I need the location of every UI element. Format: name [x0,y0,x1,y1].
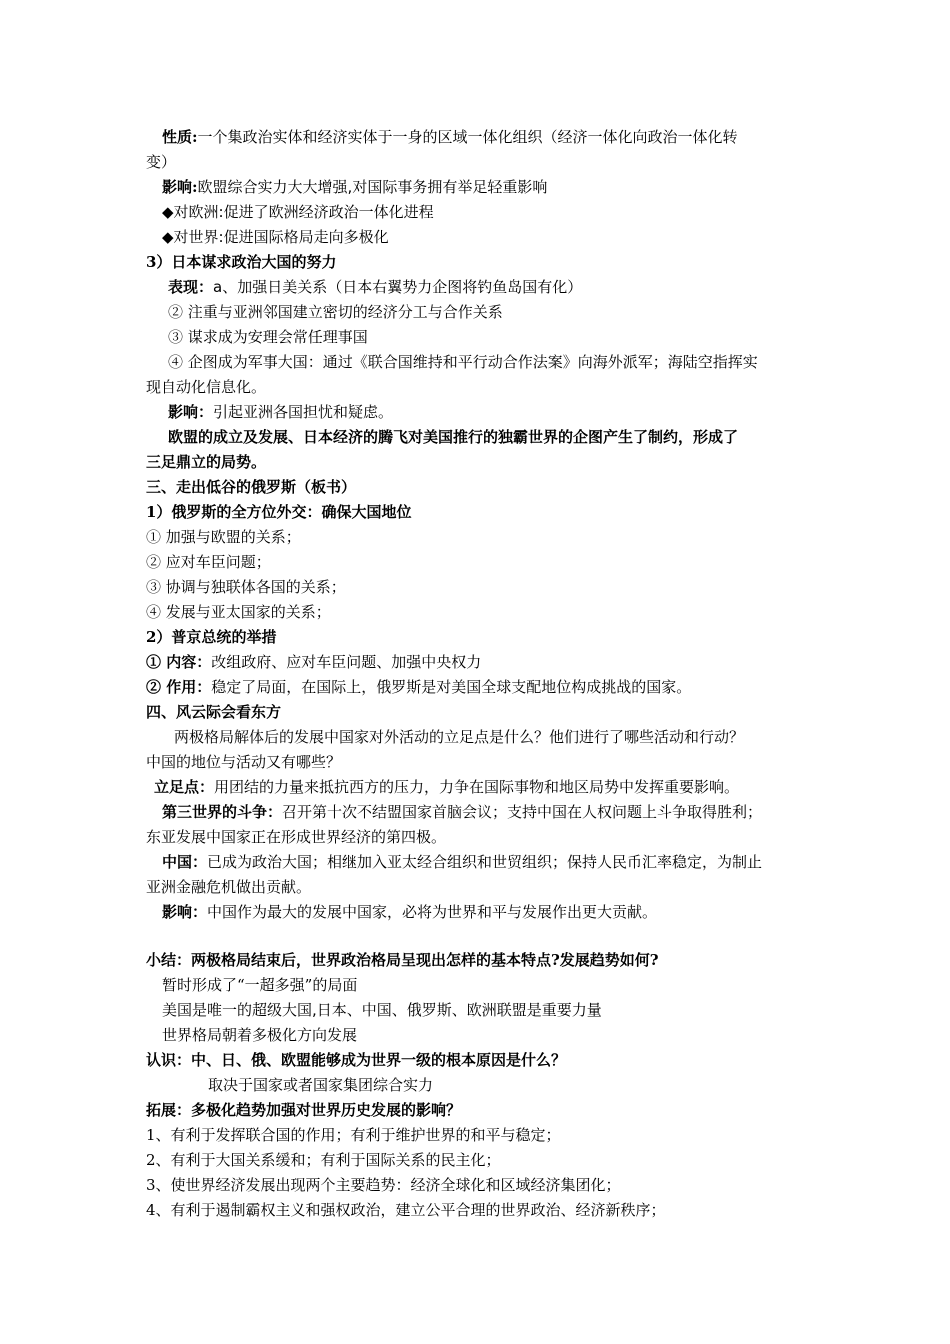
japan-performance-line [146,277,848,297]
tripartite-summary-cont: 三足鼎立的局势。 [146,453,267,471]
extension-question: 拓展：多极化趋势加强对世界历史发展的影响？ [146,1101,462,1119]
summary-answer-2: 美国是唯一的超级大国,日本、中国、俄罗斯、欧洲联盟是重要力量 [162,1001,602,1019]
foothold-label: 立足点： [154,778,215,796]
insight-question: 认识：中、日、俄、欧盟能够成为世界一级的根本原因是什么？ [146,1051,567,1069]
china-impact-label: 影响： [162,903,208,921]
insight-answer: 取决于国家或者国家集团综合实力 [208,1076,434,1094]
japan-impact-label: 影响： [168,403,214,421]
japan-heading: 3）日本谋求政治大国的努力 [146,253,337,271]
foothold-text: 用团结的力量来抵抗西方的压力，力争在国际事物和地区局势中发挥重要影响。 [214,778,740,796]
third-world-line [146,802,842,822]
russia-point-3: ③ 协调与独联体各国的关系； [146,578,346,596]
russia-diplomacy-heading: 1）俄罗斯的全方位外交：确保大国地位 [146,503,412,521]
summary-answer-1: 暂时形成了“一超多强”的局面 [162,976,358,994]
putin-effect-text: 稳定了局面，在国际上，俄罗斯是对美国全球支配地位构成挑战的国家。 [211,678,692,696]
putin-content-text: 改组政府、应对车臣问题、加强中央权力 [211,653,482,671]
eu-impact-label: 影响: [162,178,198,196]
putin-content-line [146,652,826,672]
russia-section-heading: 三、走出低谷的俄罗斯（板书） [146,478,357,496]
eu-impact-text: 欧盟综合实力大大增强,对国际事务拥有举足轻重影响 [197,178,548,196]
tripartite-summary: 欧盟的成立及发展、日本经济的腾飞对美国推行的独霸世界的企图产生了制约，形成了 [168,428,739,446]
eu-nature-text: 一个集政治实体和经济实体于一身的区域一体化组织（经济一体化向政治一体化转 [197,128,738,146]
japan-impact-text: 引起亚洲各国担忧和疑虑。 [213,403,394,421]
third-world-text: 召开第十次不结盟国家首脑会议；支持中国在人权问题上斗争取得胜利； [282,803,763,821]
eu-nature-label: 性质: [162,128,198,146]
russia-point-2: ② 应对车臣问题； [146,553,271,571]
china-line-cont: 亚洲金融危机做出贡献。 [146,878,312,896]
japan-performance-text: a、加强日美关系（日本右翼势力企图将钓鱼岛国有化） [213,278,583,296]
japan-point-4-cont: 现自动化信息化。 [146,378,267,396]
japan-point-3: ③ 谋求成为安理会常任理事国 [168,328,368,346]
putin-effect-label: ② 作用： [146,678,212,696]
china-impact-line [146,902,842,922]
china-label: 中国： [162,853,208,871]
summary-question: 小结：两极格局结束后，世界政治格局呈现出怎样的基本特点?发展趋势如何? [146,951,659,969]
summary-answer-3: 世界格局朝着多极化方向发展 [162,1026,358,1044]
china-line [146,852,842,872]
eu-nature-line [146,127,842,147]
extension-point-4: 4、有利于遏制霸权主义和强权政治，建立公平合理的世界政治、经济新秩序； [146,1201,666,1219]
third-world-line-cont: 东亚发展中国家正在形成世界经济的第四极。 [146,828,447,846]
russia-point-4: ④ 发展与亚太国家的关系； [146,603,331,621]
eu-impact-world: ◆对世界:促进国际格局走向多极化 [162,228,389,246]
russia-point-1: ① 加强与欧盟的关系； [146,528,301,546]
east-section-heading: 四、风云际会看东方 [146,703,282,721]
china-text: 已成为政治大国；相继加入亚太经合组织和世贸组织；保持人民币汇率稳定，为制止 [207,853,763,871]
eu-impact-line [146,177,842,197]
third-world-label: 第三世界的斗争： [162,803,283,821]
japan-point-2: ② 注重与亚洲邻国建立密切的经济分工与合作关系 [168,303,503,321]
east-question-cont: 中国的地位与活动又有哪些？ [146,753,342,771]
extension-point-2: 2、有利于大国关系缓和；有利于国际关系的民主化； [146,1151,501,1169]
extension-point-3: 3、使世界经济发展出现两个主要趋势：经济全球化和区域经济集团化； [146,1176,621,1194]
eu-nature-line-cont: 变） [146,153,177,171]
china-impact-text: 中国作为最大的发展中国家，必将为世界和平与发展作出更大贡献。 [207,903,658,921]
putin-content-label: ① 内容： [146,653,212,671]
japan-point-4: ④ 企图成为军事大国：通过《联合国维持和平行动合作法案》向海外派军；海陆空指挥实 [168,353,758,371]
putin-effect-line [146,677,826,697]
japan-performance-label: 表现： [168,278,214,296]
extension-point-1: 1、有利于发挥联合国的作用；有利于维护世界的和平与稳定； [146,1126,561,1144]
putin-heading: 2）普京总统的举措 [146,628,277,646]
eu-impact-europe: ◆对欧洲:促进了欧洲经济政治一体化进程 [162,203,434,221]
east-question: 两极格局解体后的发展中国家对外活动的立足点是什么？他们进行了哪些活动和行动？ [174,728,745,746]
foothold-line [146,777,834,797]
japan-impact-line [146,402,848,422]
